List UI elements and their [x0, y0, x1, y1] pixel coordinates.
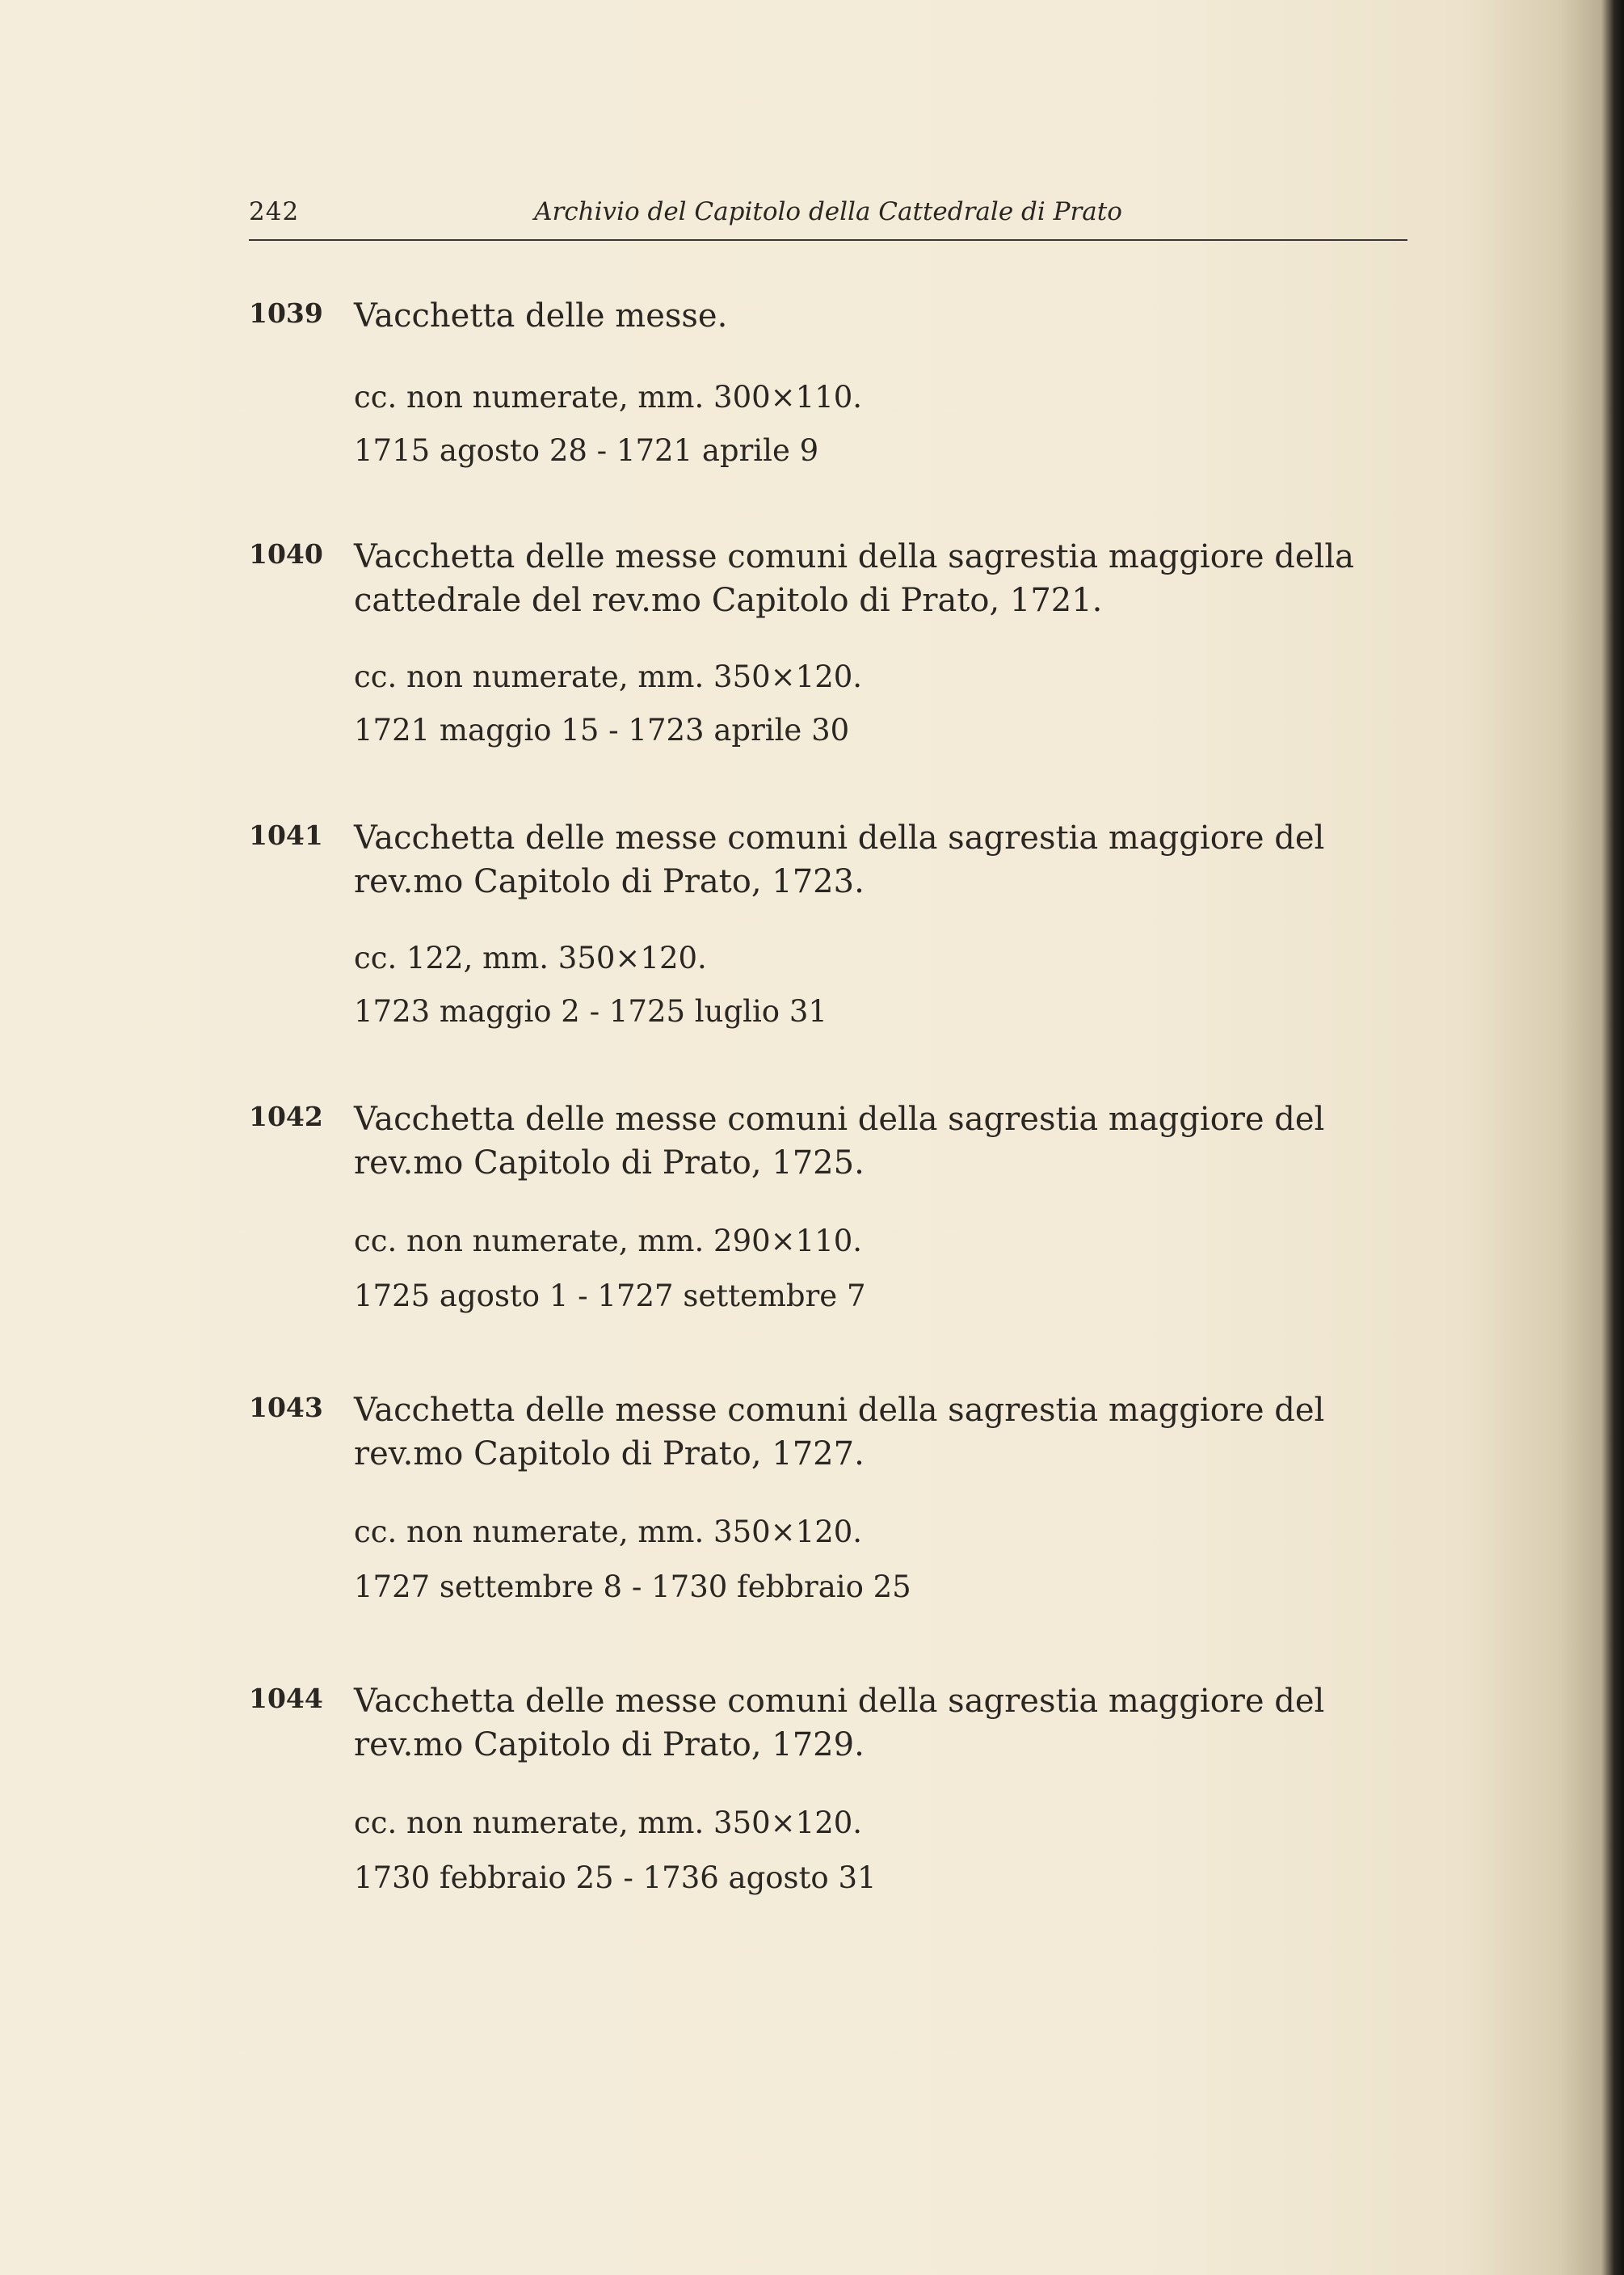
- entry-number: 1042: [249, 1101, 323, 1132]
- entry-title: Vacchetta delle messe comuni della sagrestia maggiore della cattedrale del rev.mo Capitolo di Prato, 1721.: [354, 538, 1354, 619]
- entry-number: 1040: [249, 538, 323, 570]
- entry-description: cc. 122, mm. 350×120.: [354, 941, 707, 975]
- entry-title: Vacchetta delle messe comuni della sagrestia maggiore del rev.mo Capitolo di Prato, 1725.: [354, 1101, 1325, 1182]
- entry-dates: 1727 settembre 8 - 1730 febbraio 25: [354, 1569, 911, 1604]
- entry-number: 1039: [249, 297, 323, 329]
- entry-dates: 1715 agosto 28 - 1721 aprile 9: [354, 433, 819, 468]
- entry-dates: 1730 febbraio 25 - 1736 agosto 31: [354, 1860, 877, 1895]
- entry-number: 1043: [249, 1392, 323, 1423]
- running-header: [249, 194, 1407, 241]
- entry-dates: 1725 agosto 1 - 1727 settembre 7: [354, 1279, 866, 1313]
- entry-description: cc. non numerate, mm. 300×110.: [354, 380, 863, 415]
- entry-title: Vacchetta delle messe.: [354, 297, 728, 335]
- entry-description: cc. non numerate, mm. 350×120.: [354, 1515, 863, 1549]
- entry-title: Vacchetta delle messe comuni della sagrestia maggiore del rev.mo Capitolo di Prato, 1723.: [354, 819, 1325, 900]
- entry-dates: 1721 maggio 15 - 1723 aprile 30: [354, 713, 850, 748]
- entry-number: 1041: [249, 819, 323, 851]
- running-title: Archivio del Capitolo della Cattedrale di Prato: [534, 197, 1122, 226]
- entry-title: Vacchetta delle messe comuni della sagrestia maggiore del rev.mo Capitolo di Prato, 1729.: [354, 1683, 1325, 1763]
- entry-title: Vacchetta delle messe comuni della sagrestia maggiore del rev.mo Capitolo di Prato, 1727.: [354, 1392, 1325, 1472]
- entry-dates: 1723 maggio 2 - 1725 luglio 31: [354, 994, 827, 1029]
- page-number: 242: [249, 197, 300, 226]
- entry-description: cc. non numerate, mm. 350×120.: [354, 1805, 863, 1840]
- entry-description: cc. non numerate, mm. 290×110.: [354, 1224, 863, 1258]
- entry-number: 1044: [249, 1683, 323, 1714]
- entry-description: cc. non numerate, mm. 350×120.: [354, 659, 863, 694]
